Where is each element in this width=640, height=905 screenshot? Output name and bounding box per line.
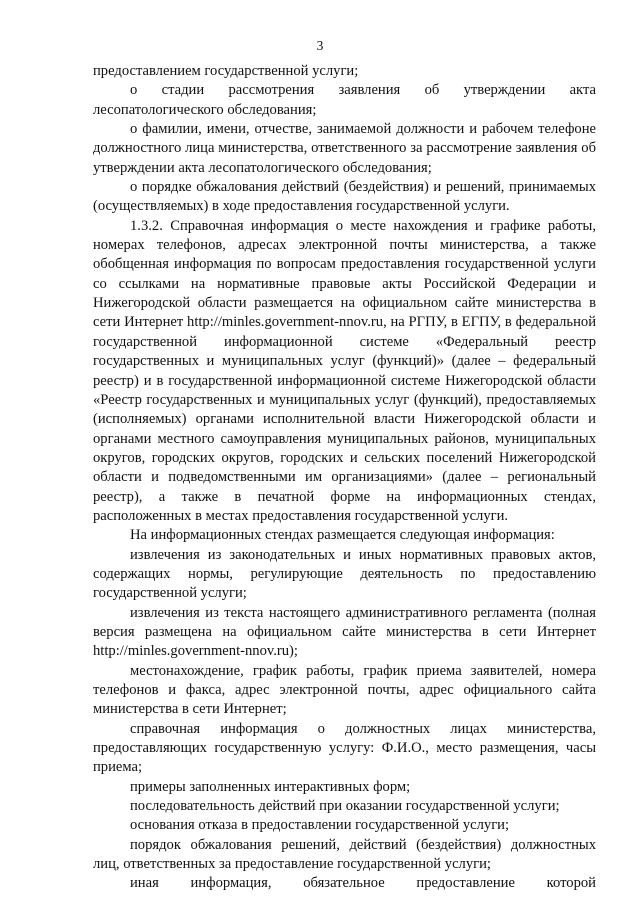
paragraph-official-contact: о фамилии, имени, отчестве, занимаемой должности и рабочем телефоне должностного лица министерства, ответственного за рассмотрение заявления об утверждении акта лесопатологического обследования; bbox=[93, 121, 596, 176]
paragraph-review-stage: о стадии рассмотрения заявления об утверждении акта лесопатологического обследования; bbox=[93, 82, 596, 118]
paragraph-location-schedule: местонахождение, график работы, график приема заявителей, номера телефонов и факса, адрес электронной почты, адрес официального сайта министерства в сети Интернет; bbox=[93, 662, 596, 718]
paragraph-action-sequence: последовательность действий при оказании государственной услуги; bbox=[130, 798, 560, 815]
page-number: 3 bbox=[316, 38, 324, 53]
paragraph-reference-officials: справочная информация о должностных лицах министерства, предоставляющих государственную услугу: Ф.И.О., место размещения, часы приема; bbox=[93, 720, 596, 776]
paragraph-section-1-3-2: 1.3.2. Справочная информация о месте нахождения и графике работы, номерах телефонов, адресах электронной почты министерства, а также обобщенная информация по вопросам предоставления государственной услуги со ссылками на нормативные правовые акты Российской Федерации и Нижегородской области размещается на официальном сайте министерства в сети Интернет http://minles.government-nnov.ru, на РГПУ, в ЕГПУ, в федеральной государственной информационной системе «Федеральный реестр государственных и муниципальных услуг (функций)» (далее – федеральный реестр) и в государственной информационной системе Нижегородской области «Реестр государственных и муниципальных услуг (функций), предоставляемых (исполняемых) органами исполнительной власти Нижегородской области и органами местного самоуправления муниципальных районов, муниципальных округов, городских округов, городских и сельских поселений Нижегородской области и подведомственными им организациями» (далее – региональный реестр), а также в печатной форме на информационных стендах, расположенных в местах предоставления государственной услуги. bbox=[93, 217, 596, 524]
paragraph-appeal-decisions: порядок обжалования решений, действий (бездействия) должностных лиц, ответственных за предоставление государственной услуги; bbox=[93, 836, 596, 873]
paragraph-legal-extracts: извлечения из законодательных и иных нормативных правовых актов, содержащих нормы, регулирующие деятельность по предоставлению государственной услуги; bbox=[93, 546, 596, 602]
paragraph-regulation-extracts: извлечения из текста настоящего административного регламента (полная версия размещена на официальном сайте министерства в сети Интернет http://minles.government-nnov.ru); bbox=[93, 604, 596, 660]
paragraph-refusal-grounds: основания отказа в предоставлении государственной услуги; bbox=[130, 817, 510, 834]
paragraph-continuation: предоставлением государственной услуги; bbox=[93, 63, 359, 79]
paragraph-appeal-procedure: о порядке обжалования действий (бездействия) и решений, принимаемых (осуществляемых) в ходе предоставления государственной услуги. bbox=[93, 179, 596, 215]
paragraph-stands-intro: На информационных стендах размещается следующая информация: bbox=[130, 527, 555, 544]
document-body bbox=[93, 62, 596, 894]
paragraph-form-examples: примеры заполненных интерактивных форм; bbox=[130, 778, 411, 795]
paragraph-other-info: иная информация, обязательное предоставление которой bbox=[130, 875, 596, 892]
